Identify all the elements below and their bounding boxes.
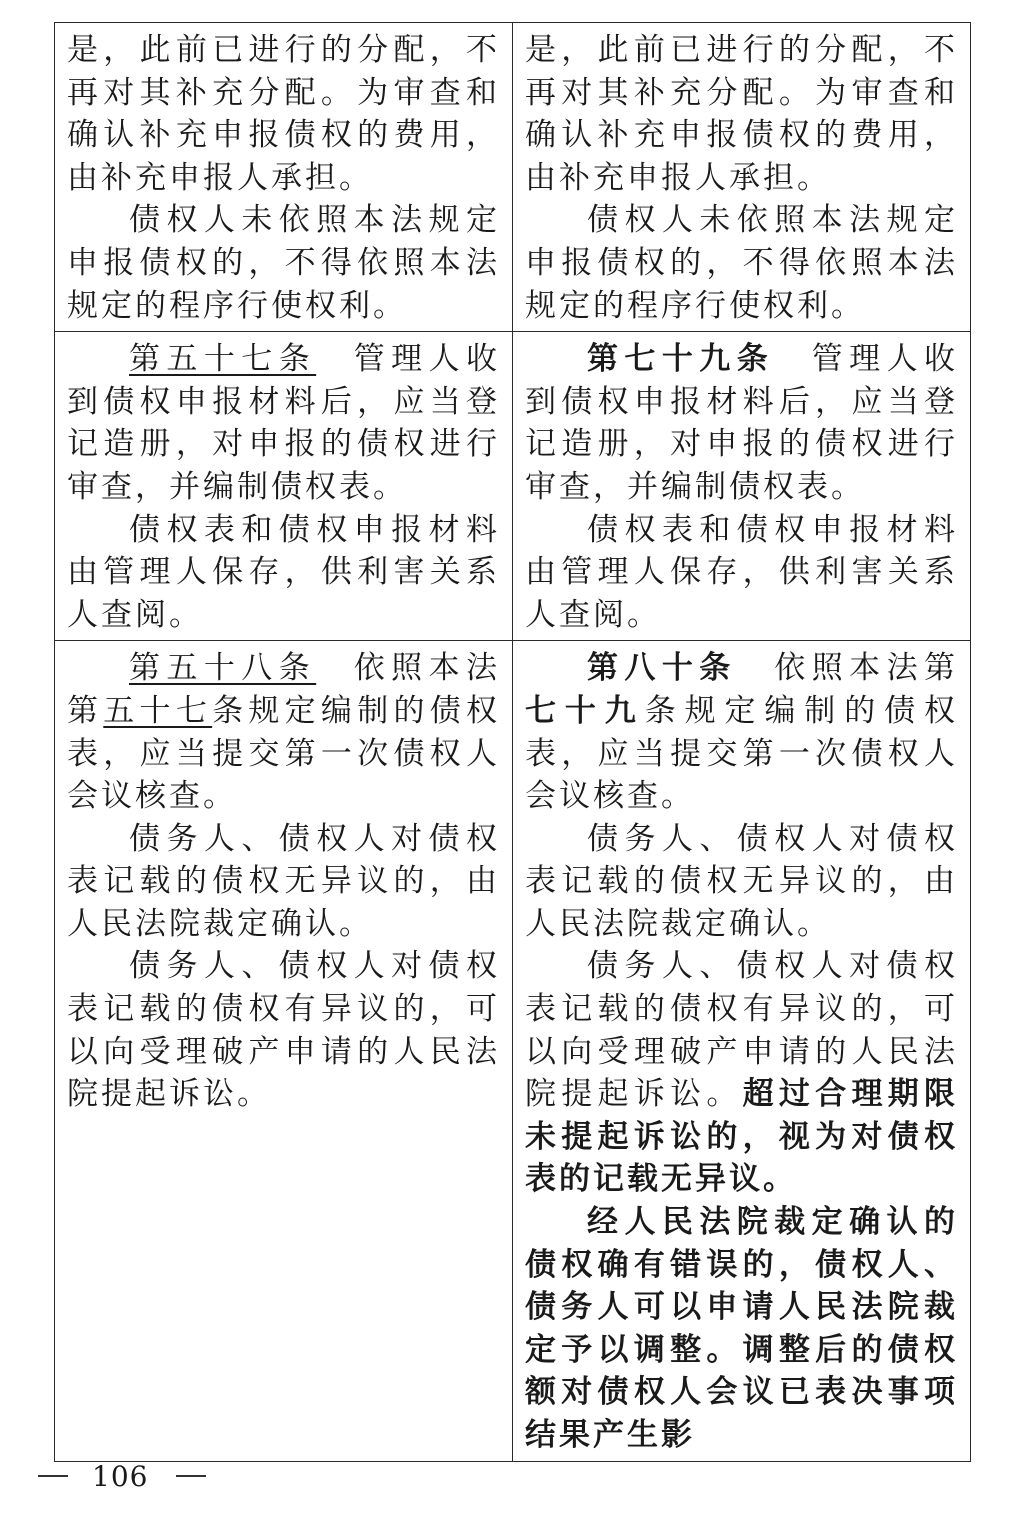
table-row — [55, 23, 971, 332]
right-cell — [513, 332, 971, 641]
article-heading: 第八十条 — [587, 650, 737, 687]
article-heading: 第五十八条 — [129, 650, 317, 687]
right-paragraph — [525, 338, 958, 508]
comparison-table — [54, 22, 971, 1462]
table-row — [55, 332, 971, 641]
right-cell — [513, 23, 971, 332]
article-text: 条规定编制的债权表，应当提交第一次债权人会议核查。 — [67, 692, 501, 815]
added-paragraph: 经人民法院裁定确认的债权确有错误的，债权人、债务人可以申请人民法院裁定予以调整。调整后的债权额对债权人会议已表决事项结果产生影 — [525, 1204, 958, 1453]
left-cell — [55, 332, 513, 641]
table-row — [55, 641, 971, 1461]
article-reference: 七十九 — [525, 692, 645, 729]
left-paragraph: 是，此前已进行的分配，不再对其补充分配。为审查和确认补充申报债权的费用，由补充申报人承担。 — [67, 32, 500, 196]
article-reference: 五十七 — [103, 692, 213, 729]
article-heading: 第七十九条 — [587, 341, 775, 378]
left-paragraph: 债权人未依照本法规定申报债权的，不得依照本法规定的程序行使权利。 — [67, 202, 500, 324]
right-paragraph — [525, 647, 958, 817]
right-cell — [513, 641, 971, 1461]
left-paragraph: 债务人、债权人对债权表记载的债权有异议的，可以向受理破产申请的人民法院提起诉讼。 — [67, 948, 500, 1113]
article-text: 依照本法第 — [67, 650, 501, 729]
article-text: 管理人收到债权申报材料后，应当登记造册，对申报的债权进行审查，并编制债权表。 — [525, 341, 959, 505]
left-cell — [55, 641, 513, 1461]
left-paragraph: 债务人、债权人对债权表记载的债权无异议的，由人民法院裁定确认。 — [67, 820, 500, 942]
left-cell — [55, 23, 513, 332]
article-heading: 第五十七条 — [129, 341, 317, 378]
article-text: 依照本法第 — [770, 650, 959, 687]
left-paragraph — [67, 338, 500, 508]
right-paragraph: 债权人未依照本法规定申报债权的，不得依照本法规定的程序行使权利。 — [525, 202, 958, 324]
footer-dash-right — [176, 1475, 206, 1477]
added-text: 超过合理期限未提起诉讼的，视为对债权表的记载无异议。 — [525, 1076, 959, 1198]
article-text: 债务人、债权人对债权表记载的债权有异议的，可以向受理破产申请的人民法院提起诉讼。 — [525, 948, 958, 1113]
footer-dash-left — [38, 1475, 68, 1477]
page-number: 106 — [92, 1459, 149, 1493]
article-text: 管理人收到债权申报材料后，应当登记造册，对申报的债权进行审查，并编制债权表。 — [67, 341, 501, 505]
left-paragraph: 债权表和债权申报材料由管理人保存，供利害关系人查阅。 — [67, 511, 500, 633]
right-paragraph: 是，此前已进行的分配，不再对其补充分配。为审查和确认补充申报债权的费用，由补充申报人承担。 — [525, 32, 958, 196]
right-paragraph: 债权表和债权申报材料由管理人保存，供利害关系人查阅。 — [525, 511, 958, 633]
page-footer — [38, 1458, 206, 1494]
right-paragraph: 债务人、债权人对债权表记载的债权无异议的，由人民法院裁定确认。 — [525, 820, 958, 942]
article-text: 条规定编制的债权表，应当提交第一次债权人会议核查。 — [525, 692, 959, 815]
right-paragraph — [525, 945, 958, 1201]
left-paragraph — [67, 647, 500, 817]
